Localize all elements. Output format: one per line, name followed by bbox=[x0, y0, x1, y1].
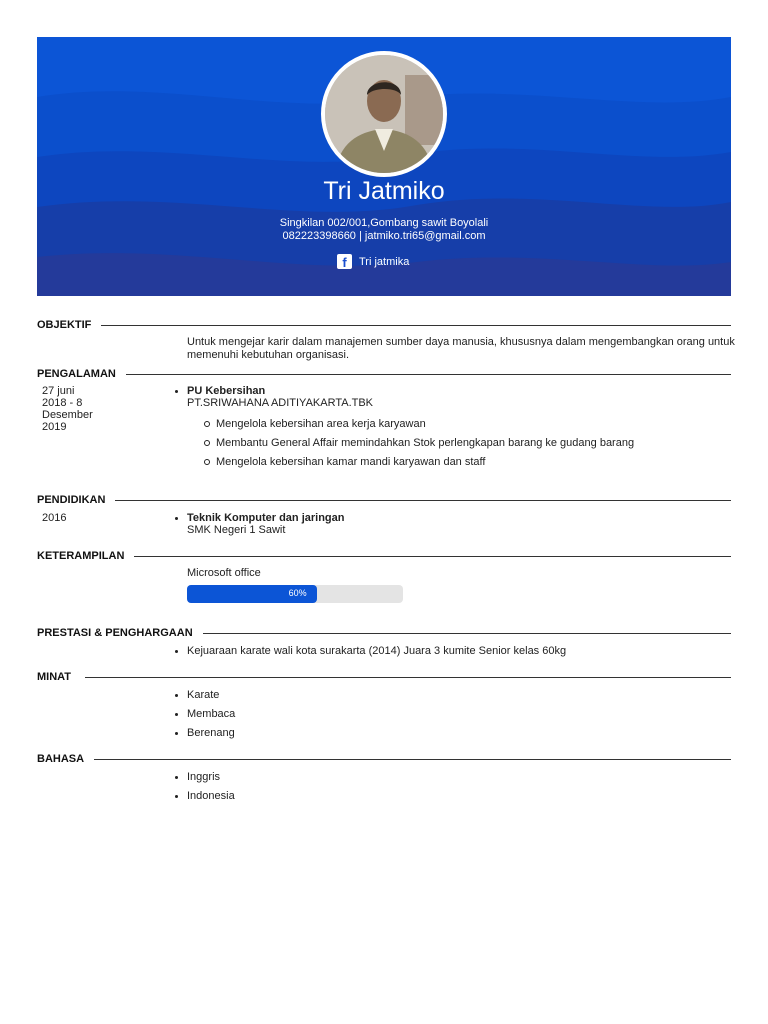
contact-info bbox=[37, 217, 731, 243]
section-rule bbox=[100, 325, 731, 326]
date-line: 2019 bbox=[42, 421, 67, 433]
skill-level-label: 60% bbox=[288, 588, 307, 598]
section-title-objektif: OBJEKTIF bbox=[37, 319, 101, 331]
date-line: 27 juni bbox=[42, 385, 75, 397]
section-rule bbox=[124, 374, 731, 375]
experience-position: PU Kebersihan bbox=[187, 385, 266, 397]
facebook-icon: f bbox=[337, 254, 352, 269]
experience-company: PT.SRIWAHANA ADITIYAKARTA.TBK bbox=[187, 397, 374, 409]
education-school: SMK Negeri 1 Sawit bbox=[187, 524, 286, 536]
resume-header bbox=[37, 37, 731, 296]
section-title-keterampilan: KETERAMPILAN bbox=[37, 550, 134, 562]
section-rule bbox=[114, 500, 731, 501]
facebook-link[interactable] bbox=[337, 254, 409, 269]
address: Singkilan 002/001,Gombang sawit Boyolali bbox=[279, 217, 489, 229]
section-rule bbox=[131, 556, 731, 557]
section-rule bbox=[85, 677, 731, 678]
interest-item: Membaca bbox=[187, 708, 236, 720]
section-title-minat: MINAT bbox=[37, 671, 81, 683]
experience-task: Mengelola kebersihan area kerja karyawan bbox=[216, 418, 426, 430]
section-title-pendidikan: PENDIDIKAN bbox=[37, 494, 115, 506]
experience-task: Mengelola kebersihan kamar mandi karyawan dan staff bbox=[216, 456, 486, 468]
objective-line-2: memenuhi kebutuhan organisasi. bbox=[187, 349, 350, 361]
profile-photo bbox=[321, 51, 447, 177]
candidate-name: Tri Jatmiko bbox=[323, 177, 445, 205]
section-title-prestasi: PRESTASI & PENGHARGAAN bbox=[37, 627, 203, 639]
section-title-pengalaman: PENGALAMAN bbox=[37, 368, 126, 380]
interest-item: Berenang bbox=[187, 727, 235, 739]
skill-name: Microsoft office bbox=[187, 567, 261, 579]
phone-email: 082223398660 | jatmiko.tri65@gmail.com bbox=[282, 230, 486, 242]
language-item: Indonesia bbox=[187, 790, 235, 802]
section-rule bbox=[94, 759, 731, 760]
education-major: Teknik Komputer dan jaringan bbox=[187, 512, 345, 524]
interest-item: Karate bbox=[187, 689, 220, 701]
section-rule bbox=[191, 633, 731, 634]
experience-date bbox=[42, 385, 93, 433]
experience-task: Membantu General Affair memindahkan Stok perlengkapan barang ke gudang barang bbox=[216, 437, 635, 449]
language-item: Inggris bbox=[187, 771, 221, 783]
education-year: 2016 bbox=[42, 512, 67, 524]
skill-level-bar bbox=[187, 585, 403, 603]
objective-line-1: Untuk mengejar karir dalam manajemen sumber daya manusia, khususnya dalam mengembangkan orang untuk bbox=[187, 336, 735, 348]
date-line: Desember bbox=[42, 409, 93, 421]
skill-level-fill bbox=[187, 585, 317, 603]
achievement-item: Kejuaraan karate wali kota surakarta (2014) Juara 3 kumite Senior kelas 60kg bbox=[187, 645, 567, 657]
facebook-name: Tri jatmika bbox=[359, 255, 410, 268]
section-title-bahasa: BAHASA bbox=[37, 753, 94, 765]
objective-text bbox=[187, 336, 735, 362]
date-line: 2018 - 8 bbox=[42, 397, 83, 409]
